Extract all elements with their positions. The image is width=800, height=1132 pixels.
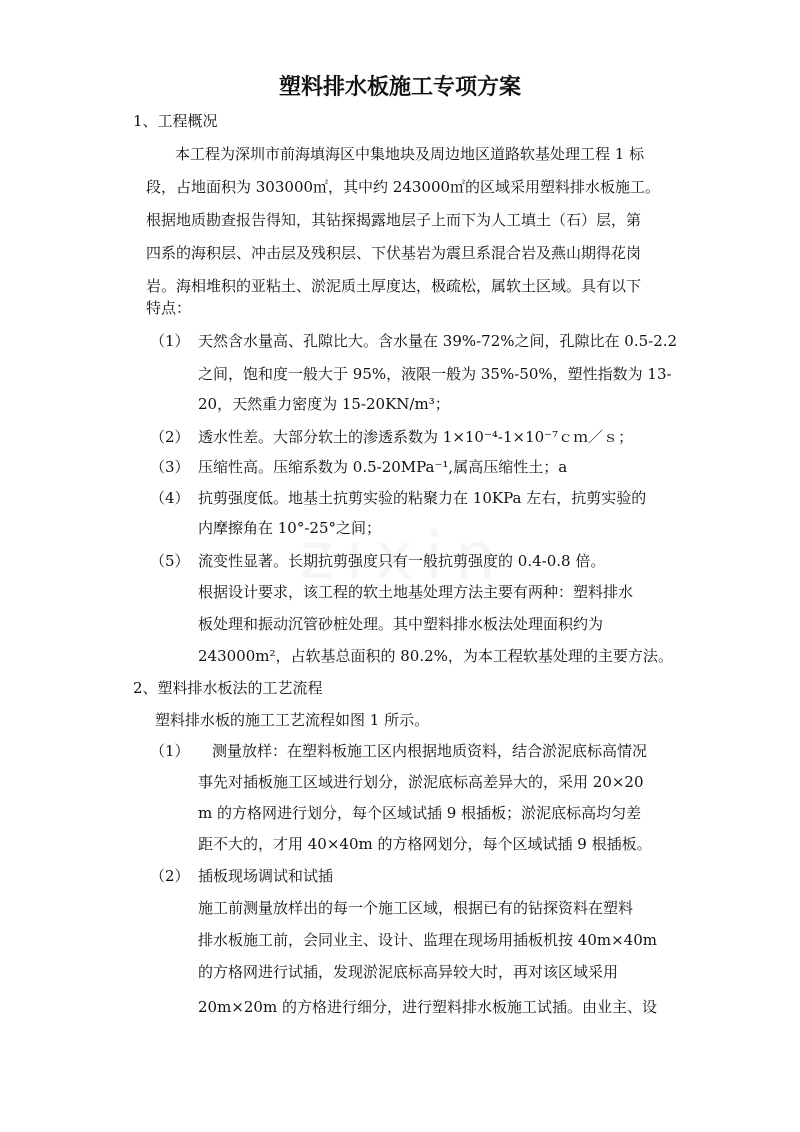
- list-item-number: （1）: [150, 742, 190, 760]
- list-item-line: 透水性差。大部分软土的渗透系数为 1×10⁻⁴-1×10⁻⁷ｃｍ／ｓ；: [198, 428, 634, 446]
- list-item-line: m 的方格网进行划分，每个区域试插 9 根插板；淤泥底标高均匀差: [198, 804, 642, 822]
- list-item-number: （5）: [150, 552, 190, 570]
- list-item-line: 20m×20m 的方格进行细分，进行塑料排水板施工试插。由业主、设: [198, 998, 657, 1016]
- list-item-line: 距不大的，才用 40×40m 的方格网划分，每个区域试插 9 根插板。: [198, 835, 652, 853]
- list-item-line: 压缩性高。压缩系数为 0.5-20MPa⁻¹,属高压缩性土；a: [198, 458, 568, 476]
- section-2-heading: 2、塑料排水板法的工艺流程: [133, 679, 323, 697]
- paragraph-line: 根据地质勘查报告得知，其钻探揭露地层子上而下为人工填土（石）层，第: [146, 211, 642, 229]
- list-item-line: 施工前测量放样出的每一个施工区域，根据已有的钻探资料在塑料: [198, 899, 634, 917]
- list-item-line: 20，天然重力密度为 15-20KN/m³；: [198, 395, 450, 413]
- list-item-line: 测量放样：在塑料板施工区内根据地质资料，结合淤泥底标高情况: [212, 742, 648, 760]
- list-item-line: 插板现场调试和试插: [198, 867, 334, 885]
- list-item-line: 天然含水量高、孔隙比大。含水量在 39%-72%之间，孔隙比在 0.5-2.2: [198, 332, 678, 350]
- list-item-line: 之间，饱和度一般大于 95%，液限一般为 35%-50%，塑性指数为 13-: [198, 365, 672, 383]
- paragraph-line: 四系的海积层、冲击层及残积层、下伏基岩为震旦系混合岩及燕山期得花岗: [146, 244, 642, 262]
- paragraph-line: 243000m²，占软基总面积的 80.2%，为本工程软基处理的主要方法。: [198, 647, 673, 665]
- list-item-number: （2）: [150, 428, 190, 446]
- paragraph-line: 根据设计要求，该工程的软土地基处理方法主要有两种：塑料排水: [198, 583, 634, 601]
- paragraph-line: 本工程为深圳市前海填海区中集地块及周边地区道路软基处理工程 1 标: [175, 145, 645, 163]
- list-item-number: （2）: [150, 867, 190, 885]
- list-item-number: （4）: [150, 489, 190, 507]
- paragraph-line: 特点：: [146, 299, 192, 317]
- list-item-line: 事先对插板施工区域进行划分，淤泥底标高差异大的，采用 20×20: [198, 773, 644, 791]
- paragraph-line: 塑料排水板的施工工艺流程如图 1 所示。: [155, 711, 430, 729]
- list-item-line: 流变性显著。长期抗剪强度只有一般抗剪强度的 0.4-0.8 倍。: [198, 552, 606, 570]
- list-item-line: 排水板施工前，会同业主、设计、监理在现场用插板机按 40m×40m: [198, 931, 657, 949]
- list-item-line: 的方格网进行试插，发现淤泥底标高异较大时，再对该区域采用: [198, 963, 619, 981]
- page-title: 塑料排水板施工专项方案: [278, 74, 521, 100]
- list-item-number: （3）: [150, 458, 190, 476]
- list-item-line: 抗剪强度低。地基土抗剪实验的粘聚力在 10KPa 左右，抗剪实验的: [198, 489, 647, 507]
- paragraph-line: 段，占地面积为 303000㎡，其中约 243000㎡的区域采用塑料排水板施工。: [146, 178, 661, 196]
- section-1-heading: 1、工程概况: [133, 112, 218, 130]
- paragraph-line: 板处理和振动沉管砂桩处理。其中塑料排水板法处理面积约为: [198, 615, 604, 633]
- list-item-number: （1）: [150, 332, 190, 350]
- paragraph-line: 岩。海相堆积的亚粘土、淤泥质土厚度达，极疏松，属软土区域。具有以下: [146, 277, 642, 295]
- list-item-line: 内摩擦角在 10°-25°之间；: [198, 519, 382, 537]
